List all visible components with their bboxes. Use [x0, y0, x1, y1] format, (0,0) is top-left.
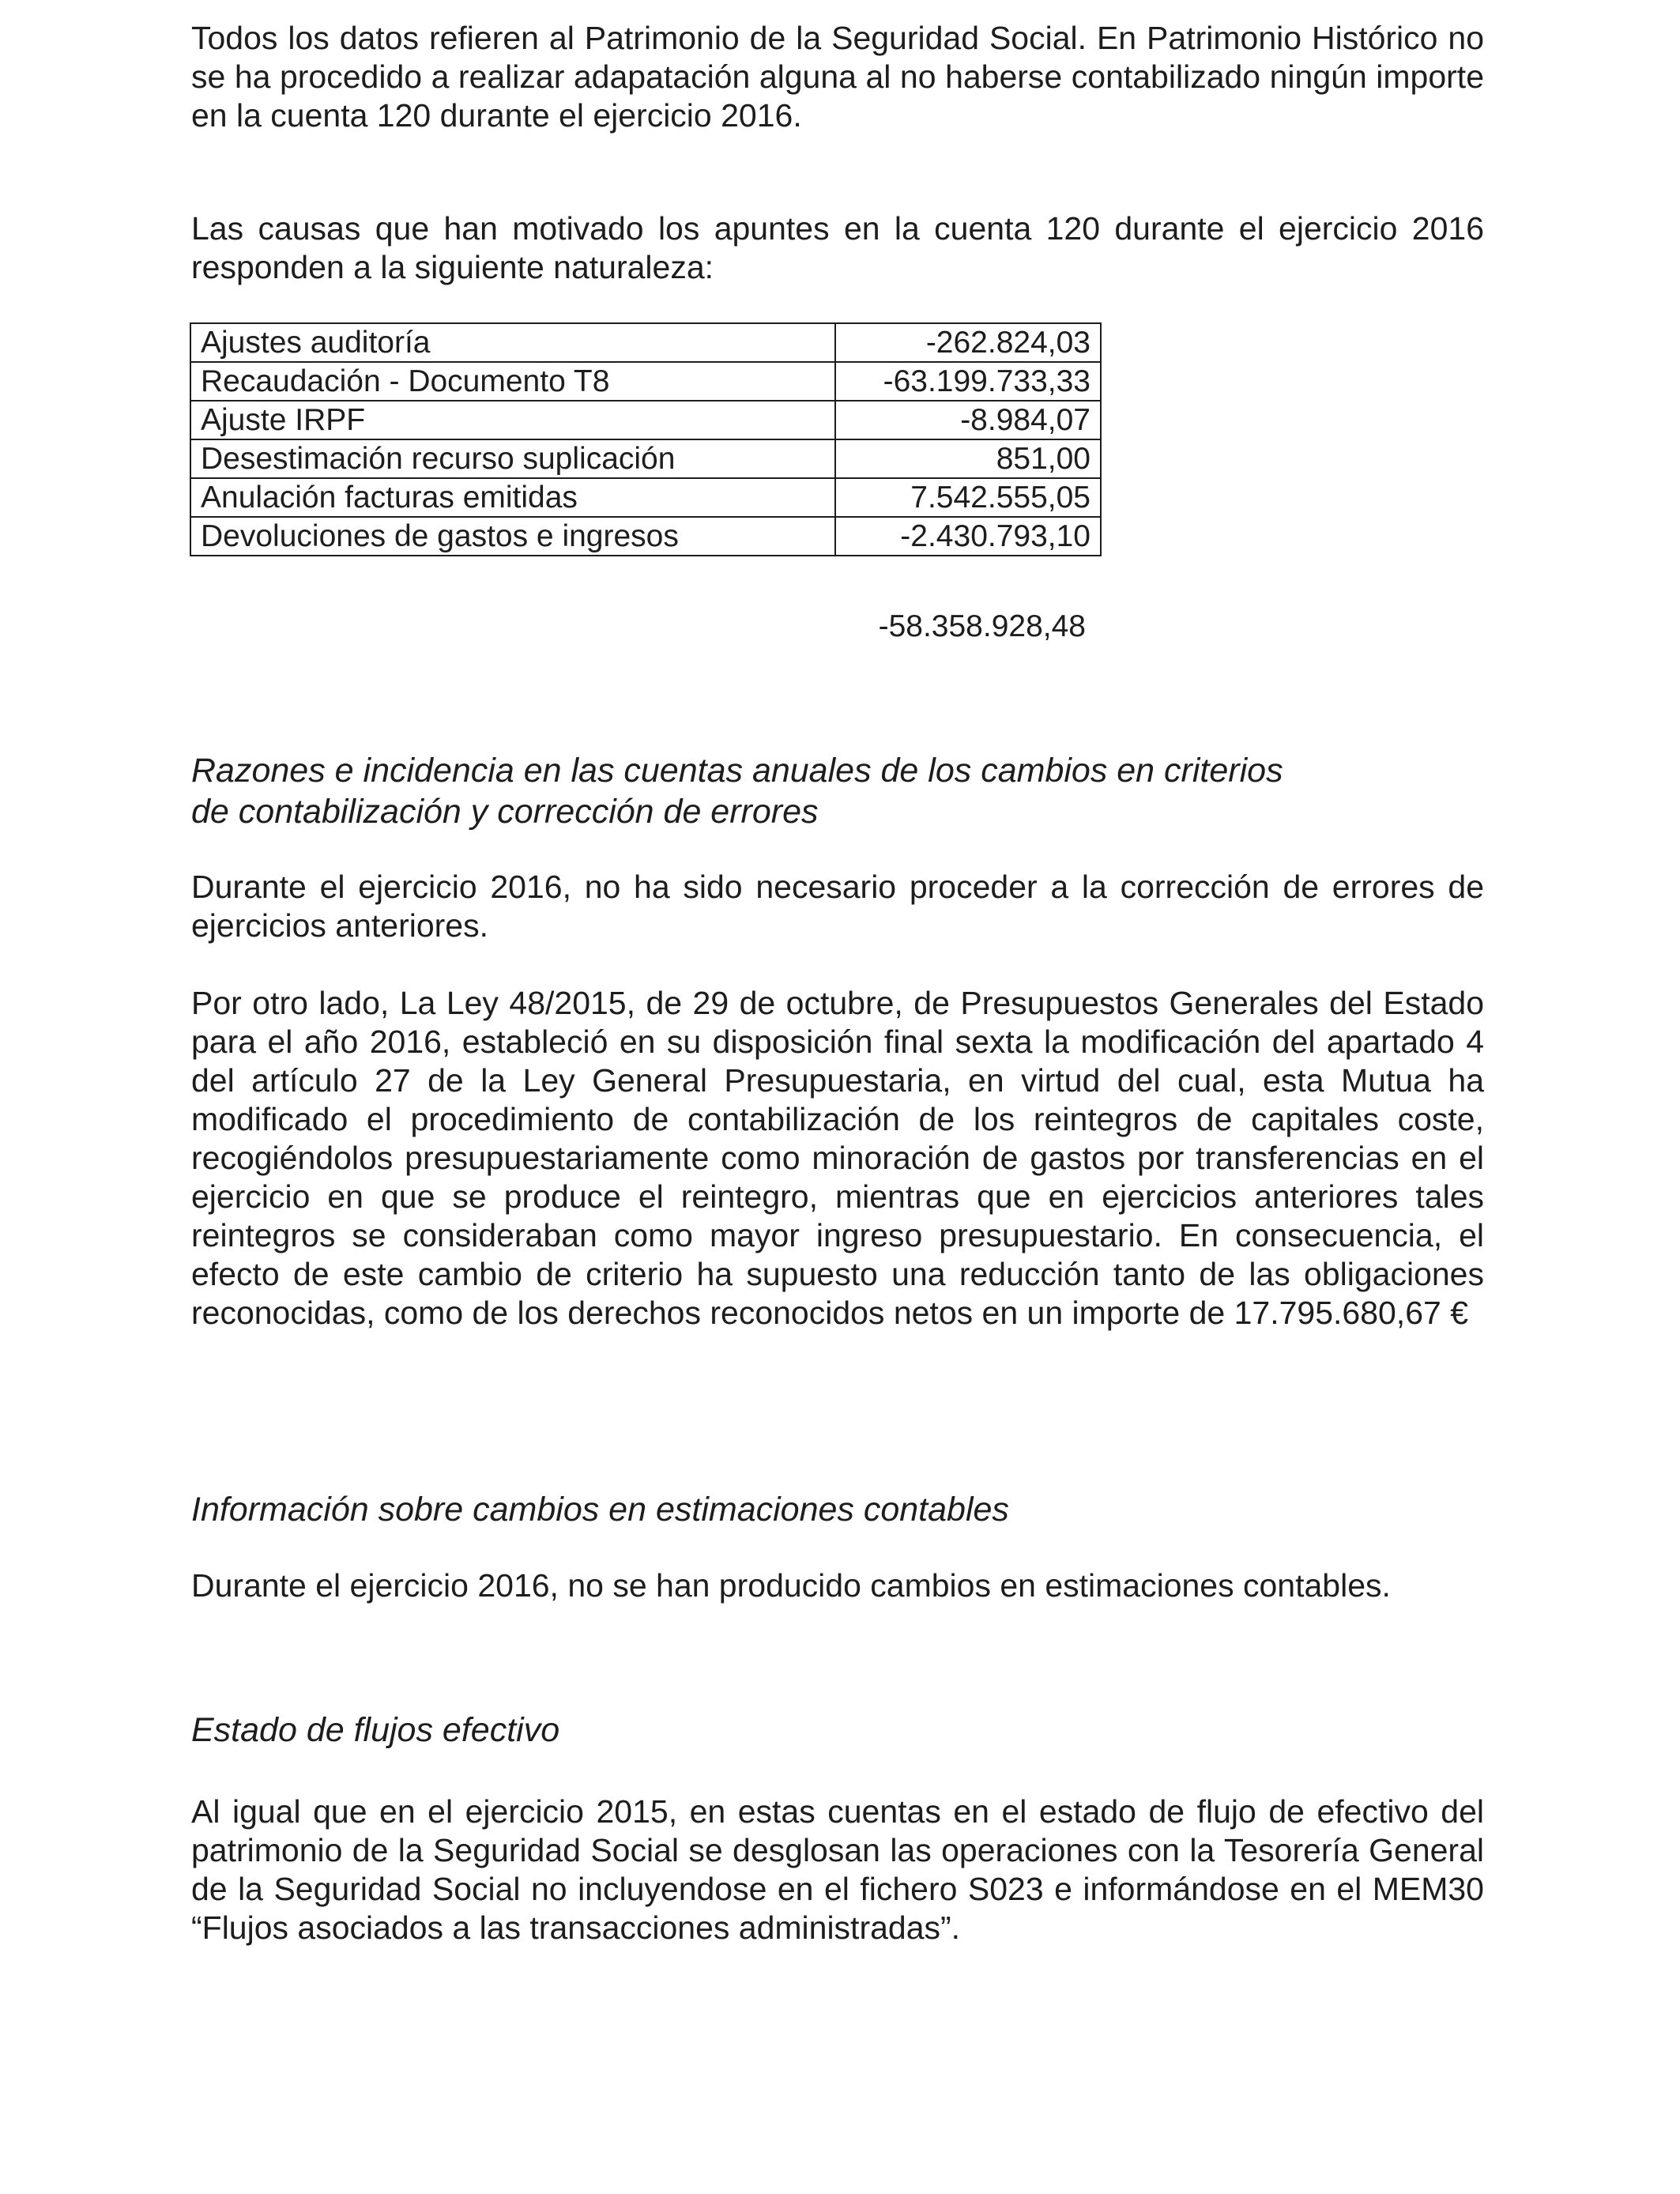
- row-amount: -63.199.733,33: [835, 362, 1101, 401]
- row-concept: Desestimación recurso suplicación: [190, 439, 835, 478]
- table-row: [190, 401, 1101, 439]
- cashflow-paragraph: Al igual que en el ejercicio 2015, en estas cuentas en el estado de flujo de efectivo del patrimonio de la Seguridad Social se desglosan las operaciones con la Tesorería General de la Seguridad Social no incluyendose en el fichero S023 e informándose en el MEM30 “Flujos asociados a las transacciones administradas”.: [191, 1793, 1484, 1946]
- errors-paragraph: Durante el ejercicio 2016, no ha sido necesario proceder a la corrección de errores de ejercicios anteriores.: [191, 869, 1484, 944]
- row-concept: Ajustes auditoría: [190, 323, 835, 362]
- row-concept: Ajuste IRPF: [190, 401, 835, 439]
- causes-total: -58.358.928,48: [878, 609, 1086, 643]
- row-concept: Recaudación - Documento T8: [190, 362, 835, 401]
- table-row: [190, 517, 1101, 556]
- estimates-heading: Información sobre cambios en estimaciones contables: [191, 1491, 1009, 1529]
- criteria-heading-line2: de contabilización y corrección de errores: [191, 793, 819, 831]
- intro-paragraph: Todos los datos refieren al Patrimonio de la Seguridad Social. En Patrimonio Histórico no se ha procedido a realizar adapatación alguna al no haberse contabilizado ningún importe en la cuenta 120 durante el ejercicio 2016.: [191, 20, 1484, 134]
- table-row: [190, 323, 1101, 362]
- table-row: [190, 439, 1101, 478]
- cashflow-heading: Estado de flujos efectivo: [191, 1711, 560, 1749]
- criteria-heading-line1: Razones e incidencia en las cuentas anuales de los cambios en criterios: [191, 752, 1283, 790]
- estimates-paragraph: Durante el ejercicio 2016, no se han producido cambios en estimaciones contables.: [191, 1567, 1391, 1604]
- row-amount: -2.430.793,10: [835, 517, 1101, 556]
- causes-intro-paragraph: Las causas que han motivado los apuntes en la cuenta 120 durante el ejercicio 2016 responden a la siguiente naturaleza:: [191, 210, 1484, 285]
- table-row: [190, 362, 1101, 401]
- row-amount: 851,00: [835, 439, 1101, 478]
- row-amount: -8.984,07: [835, 401, 1101, 439]
- row-amount: -262.824,03: [835, 323, 1101, 362]
- table-row: [190, 478, 1101, 517]
- causes-table: [190, 322, 1102, 556]
- row-concept: Anulación facturas emitidas: [190, 478, 835, 517]
- row-amount: 7.542.555,05: [835, 478, 1101, 517]
- row-concept: Devoluciones de gastos e ingresos: [190, 517, 835, 556]
- law-paragraph: Por otro lado, La Ley 48/2015, de 29 de octubre, de Presupuestos Generales del Estado para el año 2016, estableció en su disposición final sexta la modificación del apartado 4 del artículo 27 de la Ley General Presupuestaria, en virtud del cual, esta Mutua ha modificado el procedimiento de contabilización de los reintegros de capitales coste, recogiéndolos presupuestariamente como minoración de gastos por transferencias en el ejercicio en que se produce el reintegro, mientras que en ejercicios anteriores tales reintegros se consideraban como mayor ingreso presupuestario. En consecuencia, el efecto de este cambio de criterio ha supuesto una reducción tanto de las obligaciones reconocidas, como de los derechos reconocidos netos en un importe de 17.795.680,67 €: [191, 985, 1484, 1331]
